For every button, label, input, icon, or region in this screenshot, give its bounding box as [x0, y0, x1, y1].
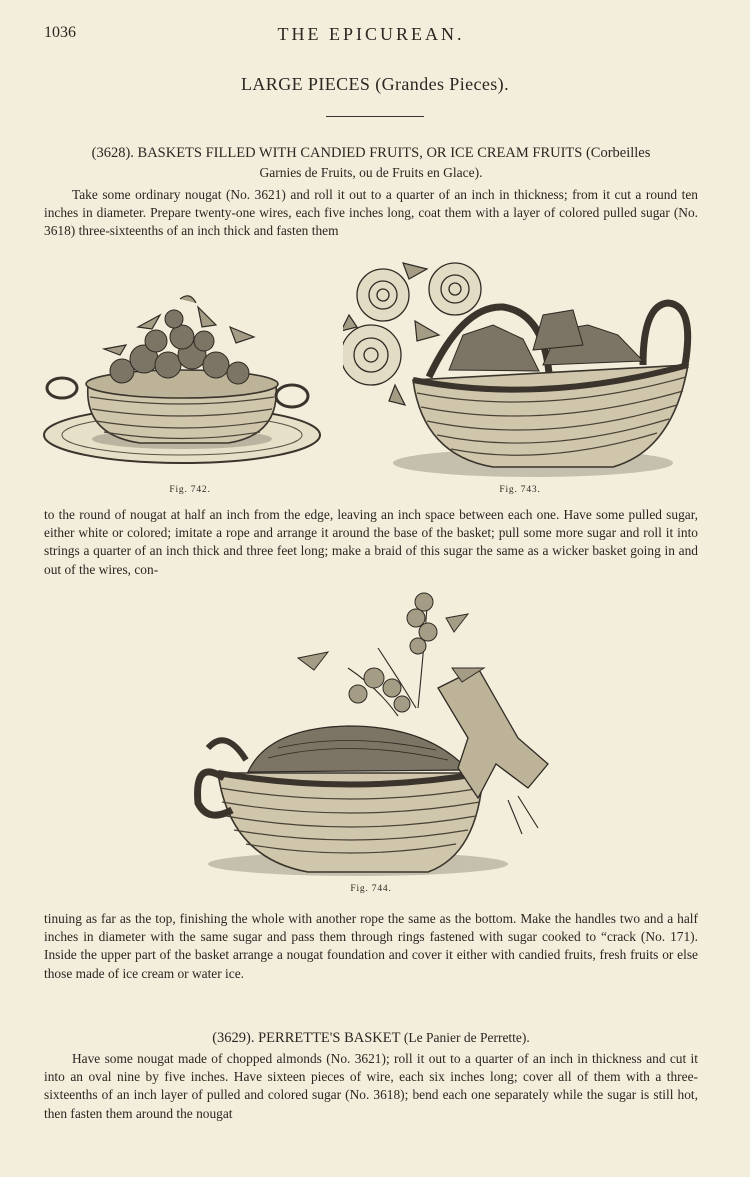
running-head — [44, 24, 698, 48]
recipe-3628-subtitle: Garnies de Fruits, ou de Fruits en Glace). — [259, 165, 483, 180]
recipe-3628-paragraph-1: Take some ordinary nougat (No. 3621) and roll it out to a quarter of an inch in thickness; from it cut a round ten inches in diameter. Prepare twenty-one wires, each five inches long, coat them with a layer of colored pulled sugar (No. 3618) three-sixteenths of an inch thick and fasten them — [44, 187, 698, 239]
figure-742 — [40, 285, 325, 480]
recipe-3628-title: (3628). BASKETS FILLED WITH CANDIED FRUITS, OR ICE CREAM FRUITS (Corbeilles — [91, 145, 651, 161]
recipe-3628-paragraph-3: tinuing as far as the top, finishing the whole with another rope the same as the bottom. Make the handles two and a half inches in diameter with the same sugar and pass them through rings fastened with sugar cooked to “crack (No. 171). Inside the upper part of the basket arrange a nougat foundation and cover it either with candied fruits, fresh fruits or else those made of ice cream or water ice. — [44, 911, 698, 981]
basket-with-flowers-illustration — [343, 255, 698, 480]
figure-744-caption: Fig. 744. — [350, 884, 392, 894]
recipe-3628-heading — [44, 143, 698, 183]
basket-on-tray-illustration — [40, 285, 325, 480]
title-rule — [326, 116, 424, 117]
recipe-3629-heading — [44, 1028, 698, 1048]
section-title: LARGE PIECES (Grandes Pieces). — [241, 74, 509, 94]
figure-744 — [178, 588, 558, 878]
basket-with-ribbon-illustration — [178, 588, 558, 878]
recipe-3629-paragraph-1: Have some nougat made of chopped almonds (No. 3621); roll it out to a quarter of an inch in thickness and cut it into an oval nine by five inches. Have sixteen pieces of wire, each six inches long; cover all of them with a three-sixteenths of an inch layer of pulled and colored sugar (No. 3618); bend each one separately while the sugar is still hot, then fasten them around the nougat — [44, 1051, 698, 1121]
page-number: 1036 — [44, 24, 76, 41]
recipe-3628-paragraph-2: to the round of nougat at half an inch from the edge, leaving an inch space between each one. Have some pulled sugar, either white or colored; imitate a rope and arrange it around the base of the basket; pull some more sugar and roll it into strings a quarter of an inch thick and three feet long; make a braid of this sugar the same as a wicker basket going in and out of the wires, con- — [44, 507, 698, 577]
running-title: THE EPICUREAN. — [277, 24, 465, 44]
recipe-3629-subtitle: (Le Panier de Perrette). — [403, 1030, 530, 1045]
figure-742-caption: Fig. 742. — [169, 485, 211, 495]
figure-743 — [343, 255, 698, 480]
figure-743-caption: Fig. 743. — [499, 485, 541, 495]
recipe-3629-title: (3629). PERRETTE'S BASKET — [212, 1030, 401, 1046]
